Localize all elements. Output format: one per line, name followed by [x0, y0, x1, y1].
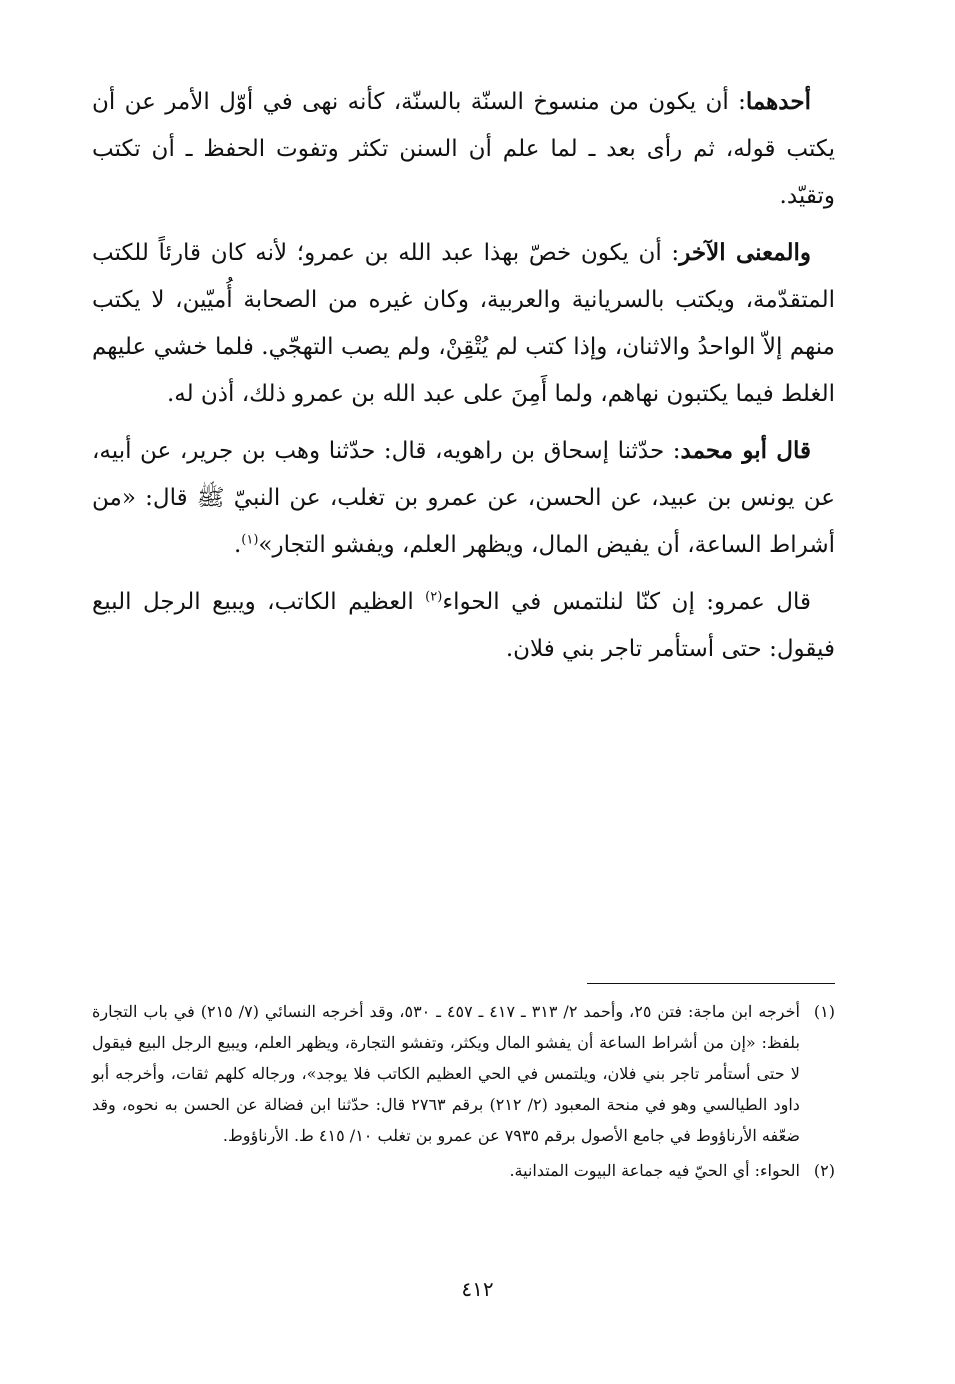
footnote-1 — [92, 996, 835, 1151]
paragraph-text: : حدّثنا إسحاق بن راهويه، قال: حدّثنا وهب بن جرير، عن أبيه، عن يونس بن عبيد، عن الحسن، عن عمرو بن تغلب، عن النبيّ ﷺ قال: «من أشراط الساعة، أن يفيض المال، ويظهر العلم، ويفشو التجار» — [92, 438, 835, 558]
paragraph-lead: والمعنى الآخر — [679, 239, 811, 266]
paragraph-1 — [92, 78, 835, 220]
paragraph-lead: قال أبو محمد — [680, 437, 811, 464]
paragraph-text: : أن يكون من منسوخ السنّة بالسنّة، كأنه نهى في أوّل الأمر عن أن يكتب قوله، ثم رأى بعد ـ لما علم أن السنن تكثر وتفوت الحفظ ـ أن تكتب وتقيّد. — [92, 89, 835, 209]
footnote-number: (١) — [813, 1002, 835, 1021]
paragraph-4 — [92, 578, 835, 673]
paragraph-3 — [92, 427, 835, 569]
footnote-text: أخرجه ابن ماجة: فتن ٢٥، وأحمد ٢/ ٣١٣ ـ ٤١٧ ـ ٤٥٧ ـ ٥٣٠، وقد أخرجه النسائي (٧/ ٢١٥) في باب التجارة بلفظ: «إن من أشراط الساعة أن يفشو المال ويكثر، وتفشو التجارة، ويظهر العلم، ويبيع الرجل البيع فيقول لا حتى أستأمر تاجر بني فلان، ويلتمس في الحي العظيم الكاتب فلا يوجد»، ورجاله كلهم ثقات، وأخرجه أبو داود الطيالسي وهو في منحة المعبود (٢/ ٢١٢) برقم ٢٧٦٣ قال: حدّثنا ابن فضالة عن الحسن به نحوه، وقد ضعّفه الأرناؤوط في جامع الأصول برقم ٧٩٣٥ عن عمرو بن تغلب ١٠/ ٤١٥ ط. الأرناؤوط. — [92, 1002, 800, 1145]
paragraph-lead: أحدهما — [745, 88, 811, 115]
footnotes-section — [92, 983, 835, 1190]
paragraph-tail: . — [233, 532, 242, 558]
paragraph-text: قال عمرو: إن كنّا لنلتمس في الحواء — [442, 589, 811, 615]
footnote-ref-2[interactable]: (٢) — [425, 589, 443, 605]
footnote-text: الحواء: أي الحيّ فيه جماعة البيوت المتدانية. — [509, 1161, 800, 1180]
paragraph-2 — [92, 229, 835, 418]
footnote-number: (٢) — [813, 1161, 835, 1180]
footnote-ref-1[interactable]: (١) — [241, 532, 259, 548]
paragraph-text: : أن يكون خصّ بهذا عبد الله بن عمرو؛ لأنه كان قارئاً للكتب المتقدّمة، ويكتب بالسريانية والعربية، وكان غيره من الصحابة أُميّين، لا يكتب منهم إلاّ الواحدُ والاثنان، وإذا كتب لم يُتْقِنْ، ولم يصب التهجّي. فلما خشي عليهم الغلط فيما يكتبون نهاهم، ولما أَمِنَ على عبد الله بن عمرو ذلك، أذن له. — [92, 240, 836, 407]
page-number: ٤١٢ — [461, 1277, 494, 1301]
footnote-divider — [587, 983, 835, 984]
paragraph-tail: العظيم الكاتب، ويبيع الرجل البيع فيقول: حتى أستأمر تاجر بني فلان. — [92, 589, 835, 662]
footnote-2 — [92, 1155, 835, 1186]
